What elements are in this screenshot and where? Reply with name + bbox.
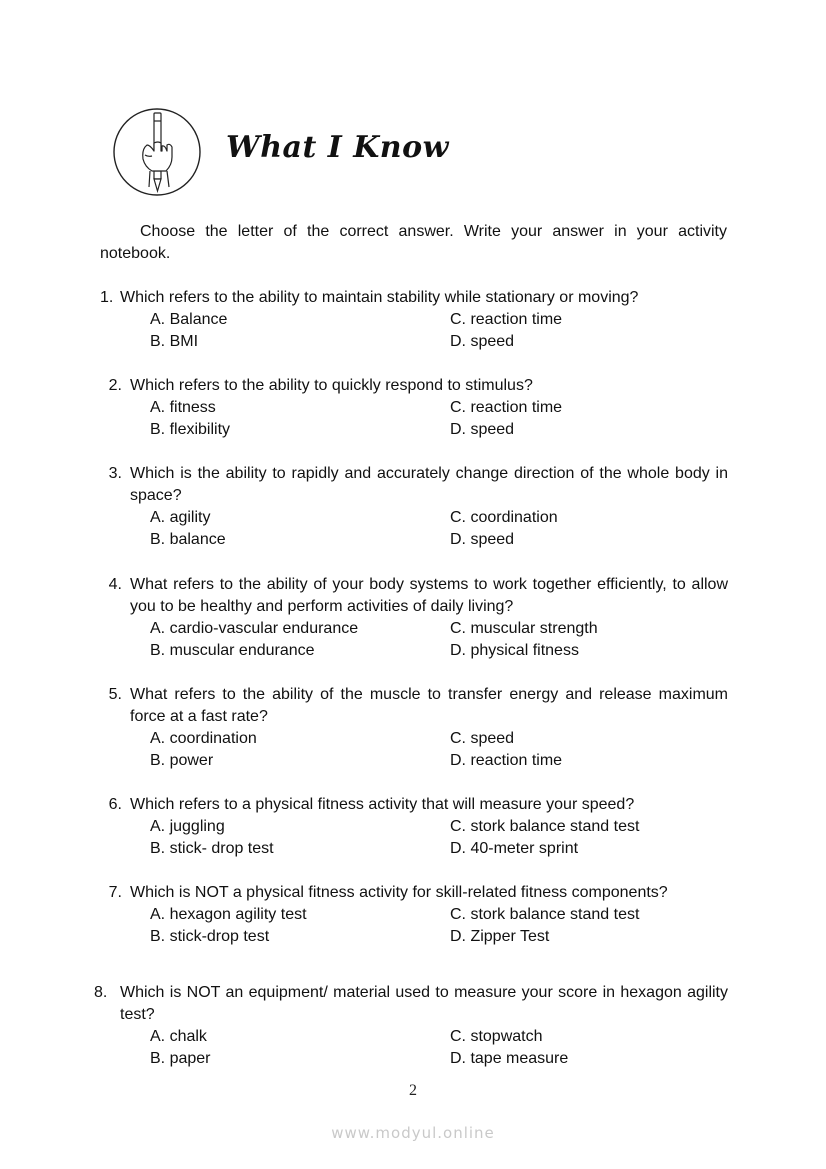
choice-a[interactable]: A. chalk: [150, 1028, 207, 1045]
choice-c[interactable]: C. stork balance stand test: [450, 906, 640, 923]
question-text: Which refers to the ability to maintain stability while stationary or moving?: [120, 289, 639, 306]
choice-a[interactable]: A. cardio-vascular endurance: [150, 620, 359, 637]
choice-d[interactable]: D. physical fitness: [450, 642, 579, 659]
choice-d[interactable]: D. reaction time: [450, 752, 563, 769]
choice-d[interactable]: D. speed: [450, 421, 515, 438]
question-number: 2.: [108, 377, 122, 394]
question-number: 4.: [108, 576, 122, 593]
choice-d[interactable]: D. Zipper Test: [450, 928, 550, 945]
question-7: [100, 882, 728, 948]
question-text: What refers to the ability of the muscle to transfer energy and release maximum force at a fast rate?: [130, 686, 728, 725]
choice-a[interactable]: A. agility: [150, 509, 211, 526]
choices: [100, 816, 728, 860]
choice-c[interactable]: C. stopwatch: [450, 1028, 543, 1045]
question-text: What refers to the ability of your body systems to work together efficiently, to allow you to be healthy and perform activities of daily living?: [130, 576, 728, 615]
choice-a[interactable]: A. Balance: [150, 311, 228, 328]
question-8: [94, 982, 728, 1070]
choices: [100, 904, 728, 948]
choice-c[interactable]: C. stork balance stand test: [450, 818, 640, 835]
page-number: 2: [409, 1082, 417, 1099]
instructions-text: Choose the letter of the correct answer. Write your answer in your activity notebook.: [100, 223, 727, 262]
question-number: 3.: [108, 465, 122, 482]
choice-a[interactable]: A. hexagon agility test: [150, 906, 307, 923]
question-6: [100, 794, 728, 860]
question-text: Which is NOT an equipment/ material used to measure your score in hexagon agility test?: [120, 984, 728, 1023]
choices: [100, 1026, 734, 1070]
choice-d[interactable]: D. speed: [450, 333, 515, 350]
choices: [100, 309, 728, 353]
question-number: 6.: [108, 796, 122, 813]
hand-holding-pencil-icon: [112, 107, 202, 197]
choice-c[interactable]: C. reaction time: [450, 399, 563, 416]
choice-b[interactable]: B. stick-drop test: [150, 928, 270, 945]
choice-c[interactable]: C. reaction time: [450, 311, 563, 328]
instructions: [100, 221, 727, 265]
choice-d[interactable]: D. tape measure: [450, 1050, 569, 1067]
question-number: 8.: [94, 984, 108, 1001]
choice-a[interactable]: A. fitness: [150, 399, 216, 416]
choice-b[interactable]: B. balance: [150, 531, 226, 548]
choice-b[interactable]: B. stick- drop test: [150, 840, 274, 857]
question-text: Which is the ability to rapidly and accurately change direction of the whole body in space?: [130, 465, 728, 504]
choice-b[interactable]: B. paper: [150, 1050, 211, 1067]
watermark: www.modyul.online: [331, 1124, 495, 1142]
choice-a[interactable]: A. coordination: [150, 730, 257, 747]
page-title: What I Know: [226, 130, 449, 165]
choice-b[interactable]: B. BMI: [150, 333, 199, 350]
question-text: Which is NOT a physical fitness activity for skill-related fitness components?: [130, 884, 668, 901]
choices: [100, 618, 728, 662]
choice-b[interactable]: B. flexibility: [150, 421, 231, 438]
choice-b[interactable]: B. power: [150, 752, 214, 769]
choice-c[interactable]: C. speed: [450, 730, 515, 747]
question-3: [100, 463, 728, 551]
question-number: 7.: [108, 884, 122, 901]
question-number: 1.: [100, 289, 114, 306]
choice-d[interactable]: D. 40-meter sprint: [450, 840, 579, 857]
question-text: Which refers to a physical fitness activity that will measure your speed?: [130, 796, 635, 813]
question-4: [100, 574, 728, 662]
choice-c[interactable]: C. muscular strength: [450, 620, 598, 637]
choices: [100, 728, 728, 772]
choice-b[interactable]: B. muscular endurance: [150, 642, 315, 659]
question-1: [100, 287, 728, 353]
question-number: 5.: [108, 686, 122, 703]
question-5: [100, 684, 728, 772]
choices: [100, 507, 728, 551]
choices: [100, 397, 728, 441]
question-2: [100, 375, 728, 441]
choice-a[interactable]: A. juggling: [150, 818, 225, 835]
choice-d[interactable]: D. speed: [450, 531, 515, 548]
question-text: Which refers to the ability to quickly respond to stimulus?: [130, 377, 533, 394]
choice-c[interactable]: C. coordination: [450, 509, 558, 526]
